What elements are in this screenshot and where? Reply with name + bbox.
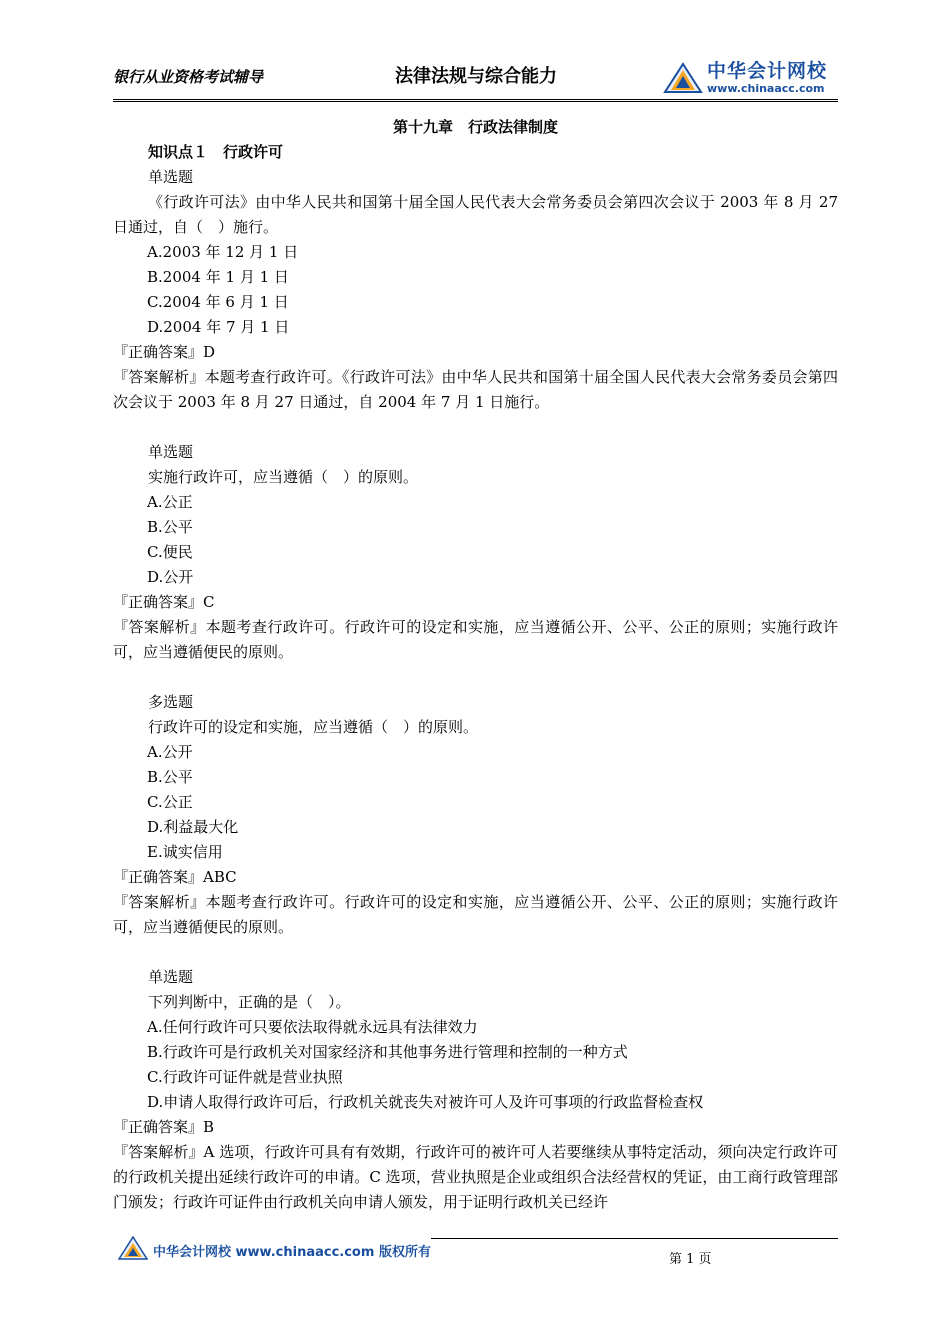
header-subject: 法律法规与综合能力 (395, 66, 557, 87)
correct-answer: 『正确答案』D (113, 343, 216, 361)
question-type: 单选题 (148, 443, 194, 461)
option-c: C.公正 (147, 793, 193, 811)
footer-logo-icon (118, 1236, 148, 1260)
knowledge-point-heading: 知识点１ 行政许可 (148, 143, 284, 161)
chapter-title: 第十九章 行政法律制度 (392, 118, 558, 136)
page-header (113, 54, 838, 100)
option-a: A.公开 (147, 743, 193, 761)
option-e: E.诚实信用 (147, 843, 223, 861)
header-course-name: 银行从业资格考试辅导 (113, 68, 264, 86)
option-c: C.2004 年 6 月 1 日 (147, 293, 289, 311)
answer-explanation: 『答案解析』本题考查行政许可。行政许可的设定和实施，应当遵循公开、公平、公正的原则；实施行政许可，应当遵循便民的原则。 (113, 893, 838, 936)
question-type: 单选题 (148, 968, 194, 986)
question-type: 单选题 (148, 168, 194, 186)
option-a: A.公正 (147, 493, 193, 511)
question-block (113, 440, 838, 665)
option-b: B.公平 (147, 518, 193, 536)
answer-explanation: 『答案解析』本题考查行政许可。行政许可的设定和实施，应当遵循公开、公平、公正的原则；实施行政许可，应当遵循便民的原则。 (113, 618, 838, 661)
question-stem: 实施行政许可，应当遵循（ ）的原则。 (148, 468, 419, 486)
logo-text: 中华会计网校 (707, 60, 828, 82)
option-c: C.行政许可证件就是营业执照 (147, 1068, 343, 1086)
question-stem: 下列判断中，正确的是（ ）。 (148, 993, 351, 1011)
question-stem: 《行政许可法》由中华人民共和国第十届全国人民代表大会常务委员会第四次会议于 2003 年 8 月 27 日通过，自（ ）施行。 (113, 193, 838, 236)
footer-copyright[interactable]: 中华会计网校 www.chinaacc.com 版权所有 (153, 1245, 431, 1260)
option-c: C.便民 (147, 543, 193, 561)
logo-triangle-icon (663, 62, 703, 94)
header-rule (113, 99, 838, 100)
option-d: D.公开 (147, 568, 194, 586)
option-a: A.任何行政许可只要依法取得就永远具有法律效力 (147, 1018, 478, 1036)
document-body (113, 115, 838, 1215)
question-type: 多选题 (148, 693, 194, 711)
page-number: 第 1 页 (669, 1252, 712, 1267)
answer-explanation: 『答案解析』A 选项，行政许可具有有效期，行政许可的被许可人若要继续从事特定活动，须向决定行政许可的行政机关提出延续行政许可的申请。C 选项，营业执照是企业或组织合法经营权的凭证，由工商行政管理部门颁发；行政许可证件由行政机关向申请人颁发，用于证明行政机关已经许 (113, 1143, 838, 1211)
correct-answer: 『正确答案』B (113, 1118, 215, 1136)
header-rule-secondary (113, 101, 838, 102)
option-d: D.利益最大化 (147, 818, 239, 836)
correct-answer: 『正确答案』C (113, 593, 215, 611)
question-block (113, 690, 838, 940)
page-footer (113, 1232, 838, 1272)
logo-url[interactable]: www.chinaacc.com (707, 82, 825, 95)
school-logo[interactable] (663, 56, 838, 98)
option-b: B.行政许可是行政机关对国家经济和其他事务进行管理和控制的一种方式 (147, 1043, 628, 1061)
footer-rule (431, 1238, 838, 1239)
option-d: D.2004 年 7 月 1 日 (147, 318, 290, 336)
option-b: B.公平 (147, 768, 193, 786)
question-block (113, 965, 838, 1215)
option-d: D.申请人取得行政许可后，行政机关就丧失对被许可人及许可事项的行政监督检查权 (147, 1093, 704, 1111)
correct-answer: 『正确答案』ABC (113, 868, 237, 886)
option-a: A.2003 年 12 月 1 日 (147, 243, 299, 261)
question-block (113, 165, 838, 415)
question-stem: 行政许可的设定和实施，应当遵循（ ）的原则。 (148, 718, 479, 736)
option-b: B.2004 年 1 月 1 日 (147, 268, 289, 286)
answer-explanation: 『答案解析』本题考查行政许可。《行政许可法》由中华人民共和国第十届全国人民代表大会常务委员会第四次会议于 2003 年 8 月 27 日通过，自 2004 年 7 月 1 日施行。 (113, 368, 838, 411)
